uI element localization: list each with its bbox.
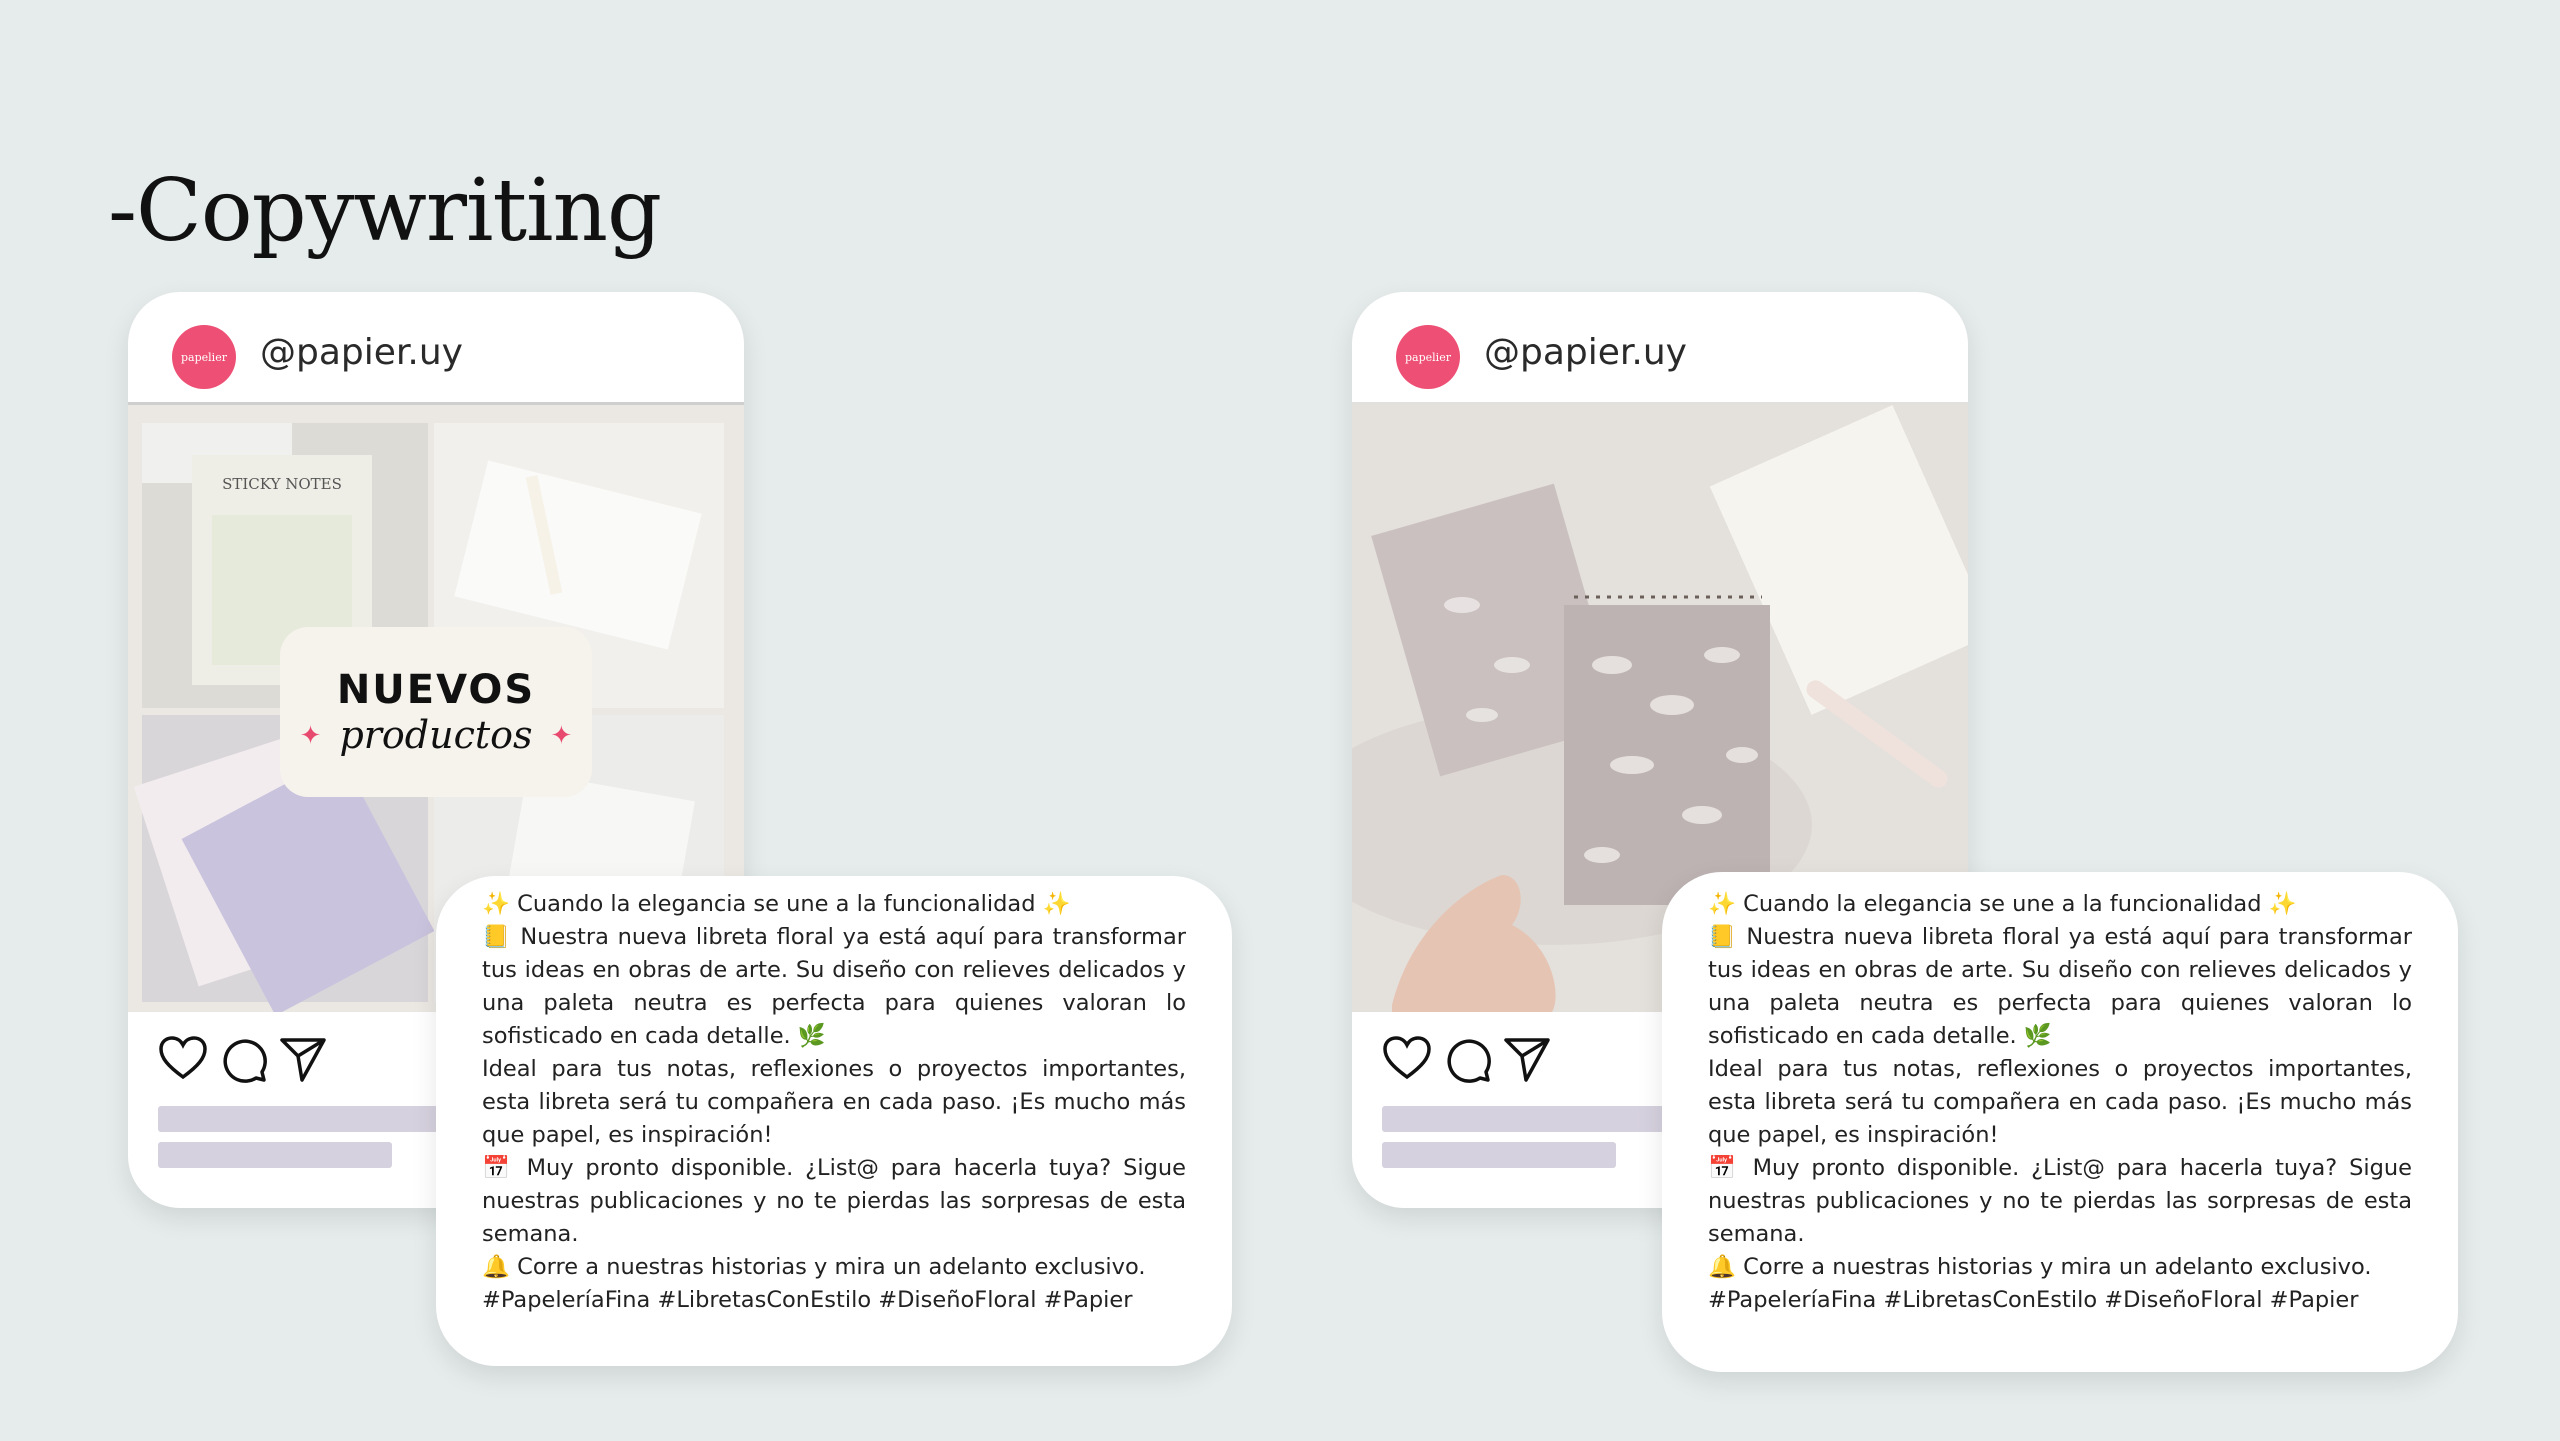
send-icon[interactable]	[1502, 1034, 1552, 1084]
send-icon[interactable]	[278, 1034, 328, 1084]
avatar[interactable]: papelier	[1396, 325, 1460, 389]
avatar[interactable]: papelier	[172, 325, 236, 389]
hashtags: #PapeleríaFina #LibretasConEstilo #DiseñoFloral #Papier	[1708, 1287, 2359, 1313]
placeholder-bar	[1382, 1106, 1672, 1132]
badge-subtitle: productos	[339, 713, 533, 757]
username[interactable]: @papier.uy	[1484, 332, 1687, 373]
post-caption	[436, 876, 1232, 1366]
heart-icon[interactable]	[1382, 1034, 1432, 1084]
caption-line: ✨ Cuando la elegancia se une a la funcionalidad ✨	[1708, 891, 2297, 917]
new-products-badge	[280, 627, 592, 797]
heart-icon[interactable]	[158, 1034, 208, 1084]
page-title: -Copywriting	[108, 160, 662, 261]
hashtags: #PapeleríaFina #LibretasConEstilo #DiseñoFloral #Papier	[482, 1287, 1133, 1313]
caption-line: 🔔 Corre a nuestras historias y mira un adelanto exclusivo.	[482, 1254, 1146, 1280]
sparkle-icon: ✦	[299, 719, 322, 750]
sparkle-icon: ✦	[550, 719, 573, 750]
username[interactable]: @papier.uy	[260, 332, 463, 373]
placeholder-bar	[1382, 1142, 1616, 1168]
caption-line: ✨ Cuando la elegancia se une a la funcionalidad ✨	[482, 891, 1071, 917]
caption-line: Ideal para tus notas, reflexiones o proyectos importantes, esta libreta será tu compañera en cada paso. ¡Es mucho más que papel, es inspiración!	[482, 1056, 1186, 1148]
comment-icon[interactable]	[1442, 1034, 1492, 1084]
caption-line: 📅 Muy pronto disponible. ¿List@ para hacerla tuya? Sigue nuestras publicaciones y no te pierdas las sorpresas de esta semana.	[1708, 1155, 2412, 1247]
caption-line: 📅 Muy pronto disponible. ¿List@ para hacerla tuya? Sigue nuestras publicaciones y no te pierdas las sorpresas de esta semana.	[482, 1155, 1186, 1247]
comment-icon[interactable]	[218, 1034, 268, 1084]
placeholder-bar	[158, 1142, 392, 1168]
placeholder-bar	[158, 1106, 448, 1132]
caption-line: 🔔 Corre a nuestras historias y mira un adelanto exclusivo.	[1708, 1254, 2372, 1280]
badge-title: NUEVOS	[336, 667, 536, 713]
caption-line: 📒 Nuestra nueva libreta floral ya está aquí para transformar tus ideas en obras de arte. Su diseño con relieves delicados y una paleta neutra es perfecta para quienes valoran lo sofisticado en cada detalle. 🌿	[1708, 924, 2412, 1049]
caption-line: 📒 Nuestra nueva libreta floral ya está aquí para transformar tus ideas en obras de arte. Su diseño con relieves delicados y una paleta neutra es perfecta para quienes valoran lo sofisticado en cada detalle. 🌿	[482, 924, 1186, 1049]
svg-text:STICKY NOTES: STICKY NOTES	[222, 475, 342, 493]
post-header	[1352, 292, 1968, 404]
post-header	[128, 292, 744, 404]
post-caption	[1662, 872, 2458, 1372]
caption-line: Ideal para tus notas, reflexiones o proyectos importantes, esta libreta será tu compañera en cada paso. ¡Es mucho más que papel, es inspiración!	[1708, 1056, 2412, 1148]
